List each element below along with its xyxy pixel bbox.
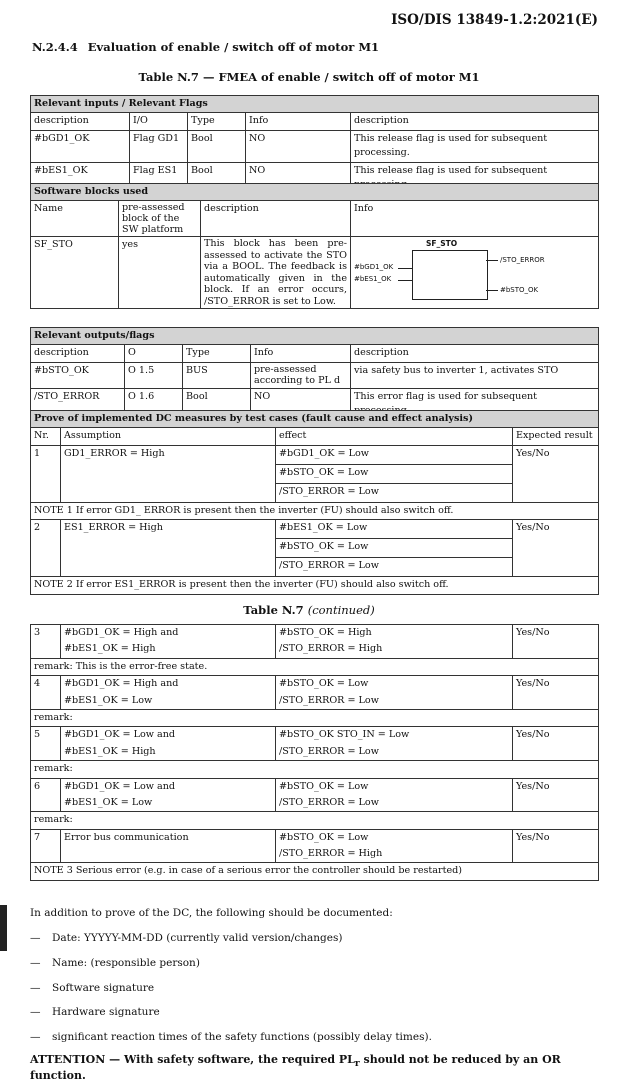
block-desc: This block has been pre-assessed to activate the STO via a BOOL. The feedback is automatically given in the block. If an error occurs, /STO_ERROR is set to Low.: [201, 237, 351, 309]
outputs-table: [30, 327, 599, 421]
cell: This error flag is used for subsequent: [351, 388, 599, 420]
block-pre: yes: [119, 237, 201, 309]
continued-label: (continued): [307, 603, 375, 617]
attention-prefix: ATTENTION — With safety software, the required PL: [30, 1053, 355, 1066]
list-item: [30, 957, 200, 969]
case-result: Yes/No: [513, 829, 599, 863]
outputs-col-description: description: [31, 345, 125, 362]
case-assumption: #bGD1_OK = High and: [61, 676, 276, 693]
list-dash: —: [30, 1031, 41, 1043]
case-nr: 6: [31, 778, 61, 812]
case-result: Yes/No: [513, 445, 599, 502]
diagram-connector: [398, 280, 412, 281]
tests-continued-table: [30, 624, 599, 881]
table-continued-title: [0, 603, 618, 617]
case-effect: /STO_ERROR = High: [276, 846, 513, 863]
case-nr: 2: [31, 520, 61, 577]
case-assumption: GD1_ERROR = High: [61, 445, 276, 502]
blocks-col-info: Info: [351, 201, 599, 237]
diagram-output-2: #bSTO_OK: [500, 286, 539, 295]
case-nr: 4: [31, 676, 61, 710]
list-item-text: Name: (responsible person): [52, 957, 200, 969]
cell: pre-assessed according to PL d: [251, 362, 351, 388]
section-number: N.2.4.4: [32, 40, 78, 54]
case-effect: #bSTO_OK = Low: [276, 829, 513, 846]
cell: #bGD1_OK: [31, 130, 130, 162]
table-label: Table N.7: [243, 603, 304, 617]
cell: #bSTO_OK: [31, 362, 125, 388]
cell: Bool: [183, 388, 251, 420]
case-effect: /STO_ERROR = Low: [276, 693, 513, 710]
case-assumption: #bGD1_OK = Low and: [61, 778, 276, 795]
table-row: [31, 829, 599, 846]
case-effect: #bSTO_OK = Low: [276, 464, 513, 483]
attention-suffix: should not be reduced by an OR function.: [30, 1053, 561, 1082]
list-dash: —: [30, 1006, 41, 1018]
tests-col-result: Expected result: [513, 428, 599, 445]
tests-continued-section: [30, 624, 598, 881]
table-row: [31, 727, 599, 744]
blocks-section: [30, 183, 598, 309]
note-3: NOTE 3 Serious error (e.g. in case of a serious error the controller should be restarted): [31, 863, 599, 880]
tests-col-effect: effect: [276, 428, 513, 445]
case-effect: #bGD1_OK = Low: [276, 445, 513, 464]
outputs-col-info: Info: [251, 345, 351, 362]
outputs-col-type: Type: [183, 345, 251, 362]
list-item-text: significant reaction times of the safety functions (possibly delay times).: [52, 1031, 432, 1043]
list-item-text: Hardware signature: [52, 1006, 160, 1018]
inputs-col-description2: description: [351, 113, 599, 130]
case-result: Yes/No: [513, 727, 599, 761]
intro-paragraph: In addition to prove of the DC, the following should be documented:: [30, 907, 393, 919]
case-effect: #bSTO_OK = High: [276, 625, 513, 642]
case-assumption: ES1_ERROR = High: [61, 520, 276, 577]
case-effect: /STO_ERROR = Low: [276, 483, 513, 502]
list-dash: —: [30, 982, 41, 994]
attention-subscript: r: [354, 1058, 360, 1070]
case-remark: remark:: [31, 709, 599, 726]
section-heading: [32, 40, 379, 54]
inputs-section: [30, 95, 598, 194]
case-effect: #bSTO_OK = Low: [276, 778, 513, 795]
inputs-heading: Relevant inputs / Relevant Flags: [31, 96, 599, 113]
case-effect: /STO_ERROR = Low: [276, 795, 513, 812]
case-nr: 5: [31, 727, 61, 761]
inputs-col-type: Type: [188, 113, 246, 130]
cell: Flag ES1: [130, 162, 188, 194]
diagram-input-2: #bES1_OK: [354, 275, 392, 284]
block-name: SF_STO: [31, 237, 119, 309]
case-effect: /STO_ERROR = Low: [276, 558, 513, 577]
blocks-col-pre: pre-assessed block of the SW platform: [119, 201, 201, 237]
cell: Bool: [188, 162, 246, 194]
diagram-connector: [486, 290, 498, 291]
case-nr: 3: [31, 625, 61, 659]
diagram-title: SF_STO: [426, 239, 458, 249]
cell: Flag GD1: [130, 130, 188, 162]
tests-col-assumption: Assumption: [61, 428, 276, 445]
case-assumption: #bES1_OK = High: [61, 641, 276, 658]
cell: BUS: [183, 362, 251, 388]
case-nr: 7: [31, 829, 61, 863]
case-assumption: #bGD1_OK = Low and: [61, 727, 276, 744]
table-title: Table N.7 — FMEA of enable / switch off of motor M1: [138, 70, 480, 84]
outputs-heading: Relevant outputs/flags: [31, 328, 599, 345]
list-item-text: Software signature: [52, 982, 155, 994]
cell: O 1.5: [125, 362, 183, 388]
blocks-col-name: Name: [31, 201, 119, 237]
case-effect: /STO_ERROR = Low: [276, 744, 513, 761]
attention-note: [30, 1053, 618, 1082]
blocks-heading: Software blocks used: [31, 184, 599, 201]
tests-table: [30, 410, 599, 595]
table-row: [31, 130, 599, 162]
case-nr: 1: [31, 445, 61, 502]
case-remark: remark:: [31, 761, 599, 778]
case-effect: #bES1_OK = Low: [276, 520, 513, 539]
cell: via safety bus to inverter 1, activates STO: [351, 362, 599, 388]
block-diagram-cell: [351, 237, 599, 309]
diagram-block-box: [412, 250, 488, 300]
case-assumption: #bES1_OK = Low: [61, 693, 276, 710]
blocks-col-desc: description: [201, 201, 351, 237]
case-effect: /STO_ERROR = High: [276, 641, 513, 658]
cell: NO: [246, 130, 351, 162]
list-item: [30, 1006, 160, 1018]
list-dash: —: [30, 957, 41, 969]
case-remark: remark: This is the error-free state.: [31, 658, 599, 675]
sf-sto-diagram: [354, 238, 590, 300]
outputs-col-description2: description: [351, 345, 599, 362]
cell: NO: [251, 388, 351, 420]
case-result: Yes/No: [513, 676, 599, 710]
case-effect: #bSTO_OK STO_IN = Low: [276, 727, 513, 744]
note-1: NOTE 1 If error GD1_ ERROR is present then the inverter (FU) should also switch off.: [31, 502, 599, 519]
cell: This release flag is used for subsequent: [351, 162, 599, 194]
table-row: [31, 362, 599, 388]
list-item: [30, 982, 154, 994]
case-effect: #bSTO_OK = Low: [276, 676, 513, 693]
case-assumption: Error bus communication: [61, 829, 276, 863]
list-item: [30, 932, 342, 944]
table-row: [31, 237, 599, 309]
table-row: [31, 625, 599, 642]
diagram-input-1: #bGD1_OK: [354, 263, 394, 272]
cell: O 1.6: [125, 388, 183, 420]
cell: Bool: [188, 130, 246, 162]
case-assumption: #bGD1_OK = High and: [61, 625, 276, 642]
cell: This release flag is used for subsequent processing.: [351, 130, 599, 162]
diagram-output-1: /STO_ERROR: [500, 256, 545, 265]
case-effect: #bSTO_OK = Low: [276, 539, 513, 558]
outputs-col-o: O: [125, 345, 183, 362]
tests-section: [30, 410, 598, 595]
table-row: [31, 520, 599, 539]
cell: /STO_ERROR: [31, 388, 125, 420]
case-remark: remark:: [31, 812, 599, 829]
inputs-table: [30, 95, 599, 194]
case-assumption: #bES1_OK = High: [61, 744, 276, 761]
case-result: Yes/No: [513, 778, 599, 812]
list-item: [30, 1031, 432, 1043]
section-title: Evaluation of enable / switch off of motor M1: [87, 40, 380, 54]
case-result: Yes/No: [513, 520, 599, 577]
tests-heading: Prove of implemented DC measures by test cases (fault cause and effect analysis): [31, 411, 599, 428]
inputs-col-info: Info: [246, 113, 351, 130]
diagram-connector: [486, 260, 498, 261]
table-row: [31, 676, 599, 693]
outputs-section: [30, 327, 598, 421]
edge-tab-marker: [0, 905, 7, 951]
tests-col-nr: Nr.: [31, 428, 61, 445]
cell: #bES1_OK: [31, 162, 130, 194]
table-row: [31, 445, 599, 464]
blocks-table: [30, 183, 599, 309]
case-assumption: #bES1_OK = Low: [61, 795, 276, 812]
inputs-col-description: description: [31, 113, 130, 130]
list-dash: —: [30, 932, 41, 944]
document-id: ISO/DIS 13849-1.2:2021(E): [391, 12, 598, 28]
note-2: NOTE 2 If error ES1_ERROR is present then the inverter (FU) should also switch off.: [31, 577, 599, 594]
inputs-col-io: I/O: [130, 113, 188, 130]
table-row: [31, 778, 599, 795]
diagram-connector: [398, 268, 412, 269]
cell: NO: [246, 162, 351, 194]
case-result: Yes/No: [513, 625, 599, 659]
list-item-text: Date: YYYYY-MM-DD (currently valid version/changes): [52, 932, 343, 944]
